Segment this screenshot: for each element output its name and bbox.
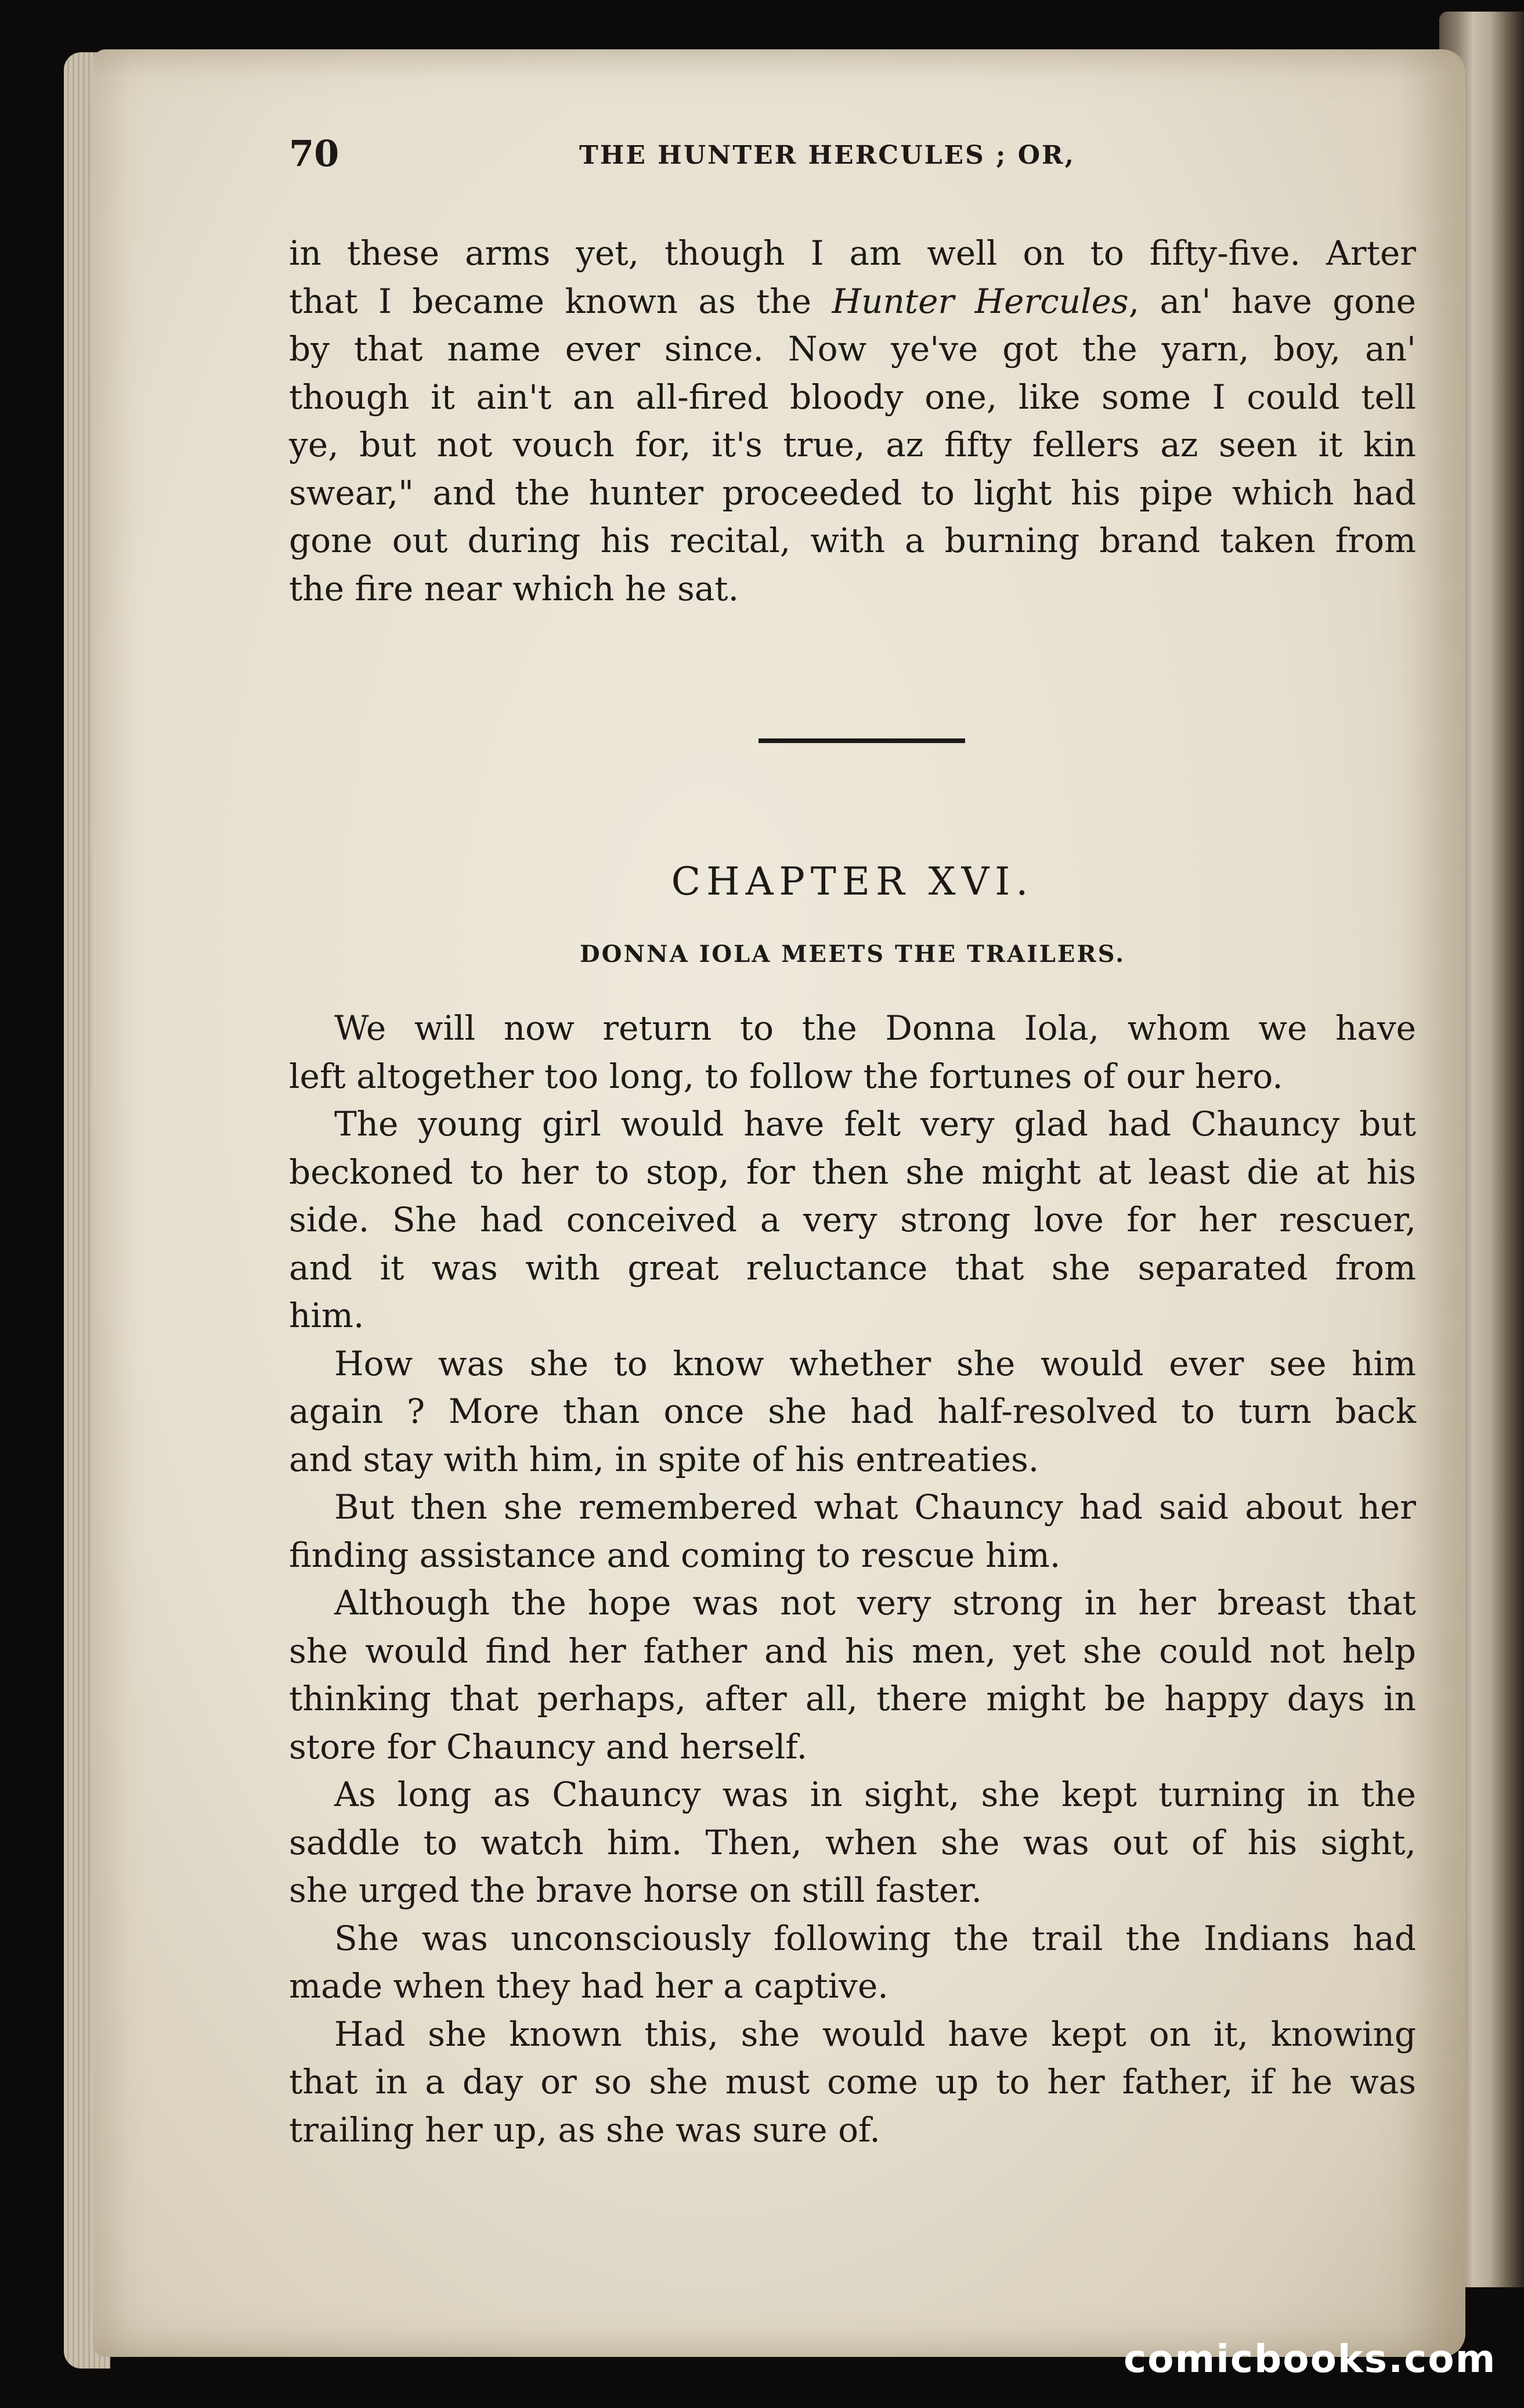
text-line: left altogether too long, to follow the fortunes of our hero. <box>289 1056 1283 1096</box>
text-line: gone out during his recital, with a burning brand taken from <box>289 521 1416 560</box>
text-line: she urged the brave horse on still faster. <box>289 1870 982 1910</box>
page-header <box>289 132 1415 179</box>
chapter-subtitle: DONNA IOLA MEETS THE TRAILERS. <box>579 940 1126 968</box>
text-line: We will now return to the Donna Iola, whom we have <box>334 1008 1416 1048</box>
text-line: by that name ever since. Now ye've got the yarn, boy, an' <box>289 329 1416 369</box>
text-line: thinking that perhaps, after all, there might be happy days in <box>289 1679 1416 1718</box>
text-line: But then she remembered what Chauncy had said about her <box>334 1487 1416 1527</box>
text-line: finding assistance and coming to rescue him. <box>289 1535 1061 1575</box>
chapter-title: CHAPTER XVI. <box>671 859 1034 904</box>
text-line: store for Chauncy and herself. <box>289 1726 808 1767</box>
text-line: trailing her up, as she was sure of. <box>289 2110 880 2150</box>
text-line: saddle to watch him. Then, when she was out of his sight, <box>289 1822 1416 1862</box>
continuation-paragraph <box>289 229 1416 612</box>
text-line: that I became known as the Hunter Hercules, an' have gone <box>289 281 1416 321</box>
chapter-body <box>289 1004 1416 2154</box>
text-line: Had she known this, she would have kept on it, knowing <box>334 2014 1416 2054</box>
text-line: and stay with him, in spite of his entreaties. <box>289 1439 1039 1479</box>
text-line: Although the hope was not very strong in her breast that <box>334 1583 1416 1623</box>
page-number: 70 <box>289 132 340 175</box>
text-line: ye, but not vouch for, it's true, az fifty fellers az seen it kin <box>289 425 1416 464</box>
text-line: As long as Chauncy was in sight, she kept turning in the <box>334 1775 1416 1814</box>
text-line: The young girl would have felt very glad had Chauncy but <box>334 1104 1416 1144</box>
text-line: She was unconsciously following the trail the Indians had <box>334 1918 1416 1958</box>
running-title: THE HUNTER HERCULES ; OR, <box>579 140 1075 170</box>
text-line: in these arms yet, though I am well on to fifty-five. Arter <box>289 233 1416 273</box>
section-divider <box>759 738 965 743</box>
text-line: and it was with great reluctance that she separated from <box>289 1248 1416 1288</box>
site-watermark: comicbooks.com <box>1124 2337 1497 2381</box>
text-line: the fire near which he sat. <box>289 568 739 608</box>
text-line: that in a day or so she must come up to her father, if he was <box>289 2062 1416 2101</box>
text-line: beckoned to her to stop, for then she might at least die at his <box>289 1152 1416 1192</box>
text-line: him. <box>289 1296 364 1335</box>
text-line: though it ain't an all-fired bloody one, like some I could tell <box>289 377 1416 417</box>
text-line: she would find her father and his men, yet she could not help <box>289 1631 1416 1671</box>
text-line: swear," and the hunter proceeded to light his pipe which had <box>289 473 1416 513</box>
text-line: made when they had her a captive. <box>289 1966 889 2006</box>
text-line: again ? More than once she had half-resolved to turn back <box>289 1392 1416 1431</box>
text-line: How was she to know whether she would ever see him <box>334 1343 1416 1383</box>
text-line: side. She had conceived a very strong love for her rescuer, <box>289 1200 1416 1239</box>
